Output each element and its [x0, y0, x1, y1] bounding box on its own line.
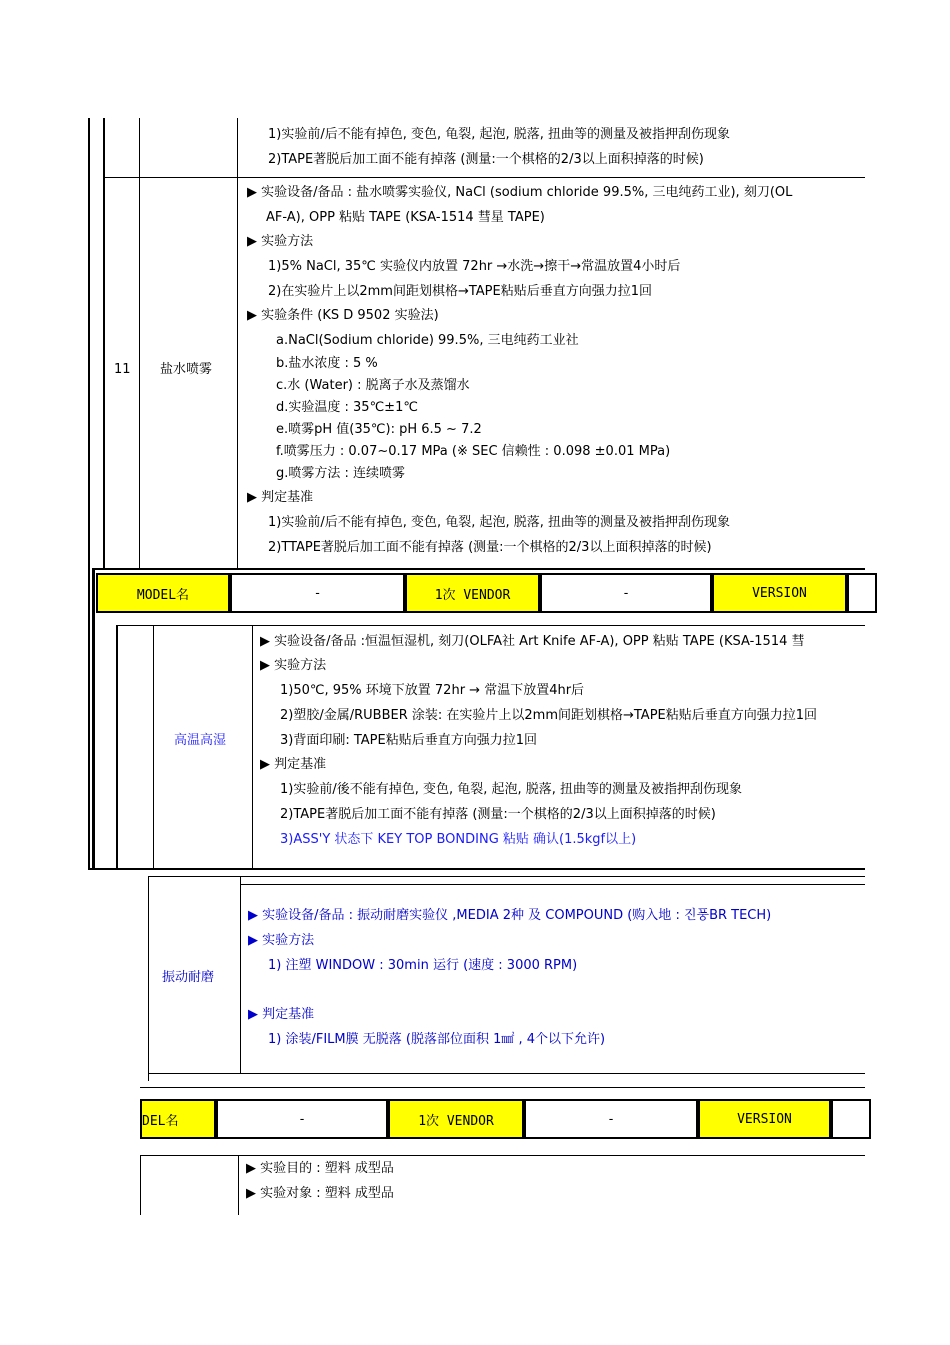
salt-line-13: g.喷雾方法 : 连续喷雾 — [276, 466, 406, 481]
top-criterion-line-1: 1)实验前/后不能有掉色, 变色, 龟裂, 起泡, 脱落, 扭曲等的测量及被指押刮伤现象 — [268, 127, 731, 142]
salt-line-15: 1)实验前/后不能有掉色, 变色, 龟裂, 起泡, 脱落, 扭曲等的测量及被指押刮伤现象 — [268, 515, 731, 530]
hot-line-3: 1)50℃, 95% 环境下放置 72hr → 常温下放置4hr后 — [280, 683, 585, 698]
salt-line-5: 2)在实验片上以2mm间距划棋格→TAPE粘贴后垂直方向强力拉1回 — [268, 284, 652, 299]
salt-line-3: ▶ 实验方法 — [247, 234, 314, 249]
version-label-cell: VERSION — [698, 1099, 831, 1139]
salt-line-11: e.喷雾pH 值(35℃): pH 6.5 ~ 7.2 — [276, 422, 482, 437]
hot-line-1: ▶ 实验设备/备品 :恒温恒湿机, 刻刀(OLFA社 Art Knife AF-A), OPP 粘贴 TAPE (KSA-1514 彗 — [260, 634, 805, 649]
hot-line-9: 3)ASS'Y 状态下 KEY TOP BONDING 粘贴 确认(1.5kgf以上) — [280, 832, 637, 847]
vendor-label-cell: 1次 VENDOR — [405, 573, 540, 613]
hot-line-8: 2)TAPE著脱后加工面不能有掉落 (测量:一个棋格的2/3以上面积掉落的时候) — [280, 807, 716, 822]
hot-line-6: ▶ 判定基准 — [260, 757, 327, 772]
vib-line-5: 1) 涂装/FILM膜 无脱落 (脱落部位面积 1㎟ , 4个以下允许) — [268, 1032, 606, 1047]
hot-line-5: 3)背面印刷: TAPE粘贴后垂直方向强力拉1回 — [280, 733, 538, 748]
hot-line-2: ▶ 实验方法 — [260, 658, 327, 673]
salt-line-12: f.喷雾压力 : 0.07~0.17 MPa (※ SEC 信赖性 : 0.098 ±0.01 MPa) — [276, 444, 671, 459]
top-criterion-line-2: 2)TAPE著脱后加工面不能有掉落 (测量:一个棋格的2/3以上面积掉落的时候) — [268, 152, 704, 167]
salt-line-7: a.NaCl(Sodium chloride) 99.5%, 三电纯药工业社 — [276, 333, 579, 348]
vendor-label-cell: 1次 VENDOR — [388, 1099, 524, 1139]
model-label-cell: MODEL名 — [96, 573, 230, 613]
vib-line-3: 1) 注塑 WINDOW : 30min 运行 (速度 : 3000 RPM) — [268, 958, 578, 973]
hot-line-4: 2)塑胶/金属/RUBBER 涂装: 在实验片上以2mm间距划棋格→TAPE粘贴后垂直方向强力拉1回 — [280, 708, 818, 723]
salt-line-8: b.盐水浓度 : 5 % — [276, 356, 378, 371]
salt-line-16: 2)TTAPE著脱后加工面不能有掉落 (测量:一个棋格的2/3以上面积掉落的时候) — [268, 540, 712, 555]
vendor-value-cell: - — [524, 1099, 698, 1139]
salt-line-2: AF-A), OPP 粘贴 TAPE (KSA-1514 彗星 TAPE) — [266, 210, 545, 225]
last-line-1: ▶ 实验目的 : 塑料 成型品 — [246, 1161, 394, 1176]
model-label-cell: DEL名 — [140, 1099, 216, 1139]
salt-line-6: ▶ 实验条件 (KS D 9502 实验法) — [247, 308, 439, 323]
item-name: 盐水喷雾 — [160, 362, 213, 377]
model-value-cell: - — [230, 573, 405, 613]
version-label-cell: VERSION — [712, 573, 847, 613]
salt-line-4: 1)5% NaCl, 35℃ 实验仪内放置 72hr →水洗→擦干→常温放置4小时后 — [268, 259, 681, 274]
item-name: 高温高湿 — [174, 733, 227, 748]
item-name: 振动耐磨 — [162, 970, 215, 985]
version-value-cell — [847, 573, 877, 613]
model-value-cell: - — [216, 1099, 388, 1139]
version-value-cell — [831, 1099, 871, 1139]
vendor-value-cell: - — [540, 573, 712, 613]
salt-line-10: d.实验温度 : 35℃±1℃ — [276, 400, 418, 415]
item-number: 11 — [114, 362, 131, 377]
vib-line-1: ▶ 实验设备/备品 : 振动耐磨实验仪 ,MEDIA 2种 及 COMPOUND (购入地 : 진풍BR TECH) — [248, 908, 772, 923]
salt-line-1: ▶ 实验设备/备品 : 盐水喷雾实验仪, NaCl (sodium chloride 99.5%, 三电纯药工业), 刻刀(OL — [247, 185, 793, 200]
vib-line-4: ▶ 判定基准 — [248, 1007, 315, 1022]
salt-line-14: ▶ 判定基准 — [247, 490, 314, 505]
last-line-2: ▶ 实验对象 : 塑料 成型品 — [246, 1186, 394, 1201]
hot-line-7: 1)实验前/後不能有掉色, 变色, 龟裂, 起泡, 脱落, 扭曲等的测量及被指押刮伤现象 — [280, 782, 743, 797]
salt-line-9: c.水 (Water) : 脱离子水及蒸馏水 — [276, 378, 470, 393]
vib-line-2: ▶ 实验方法 — [248, 933, 315, 948]
